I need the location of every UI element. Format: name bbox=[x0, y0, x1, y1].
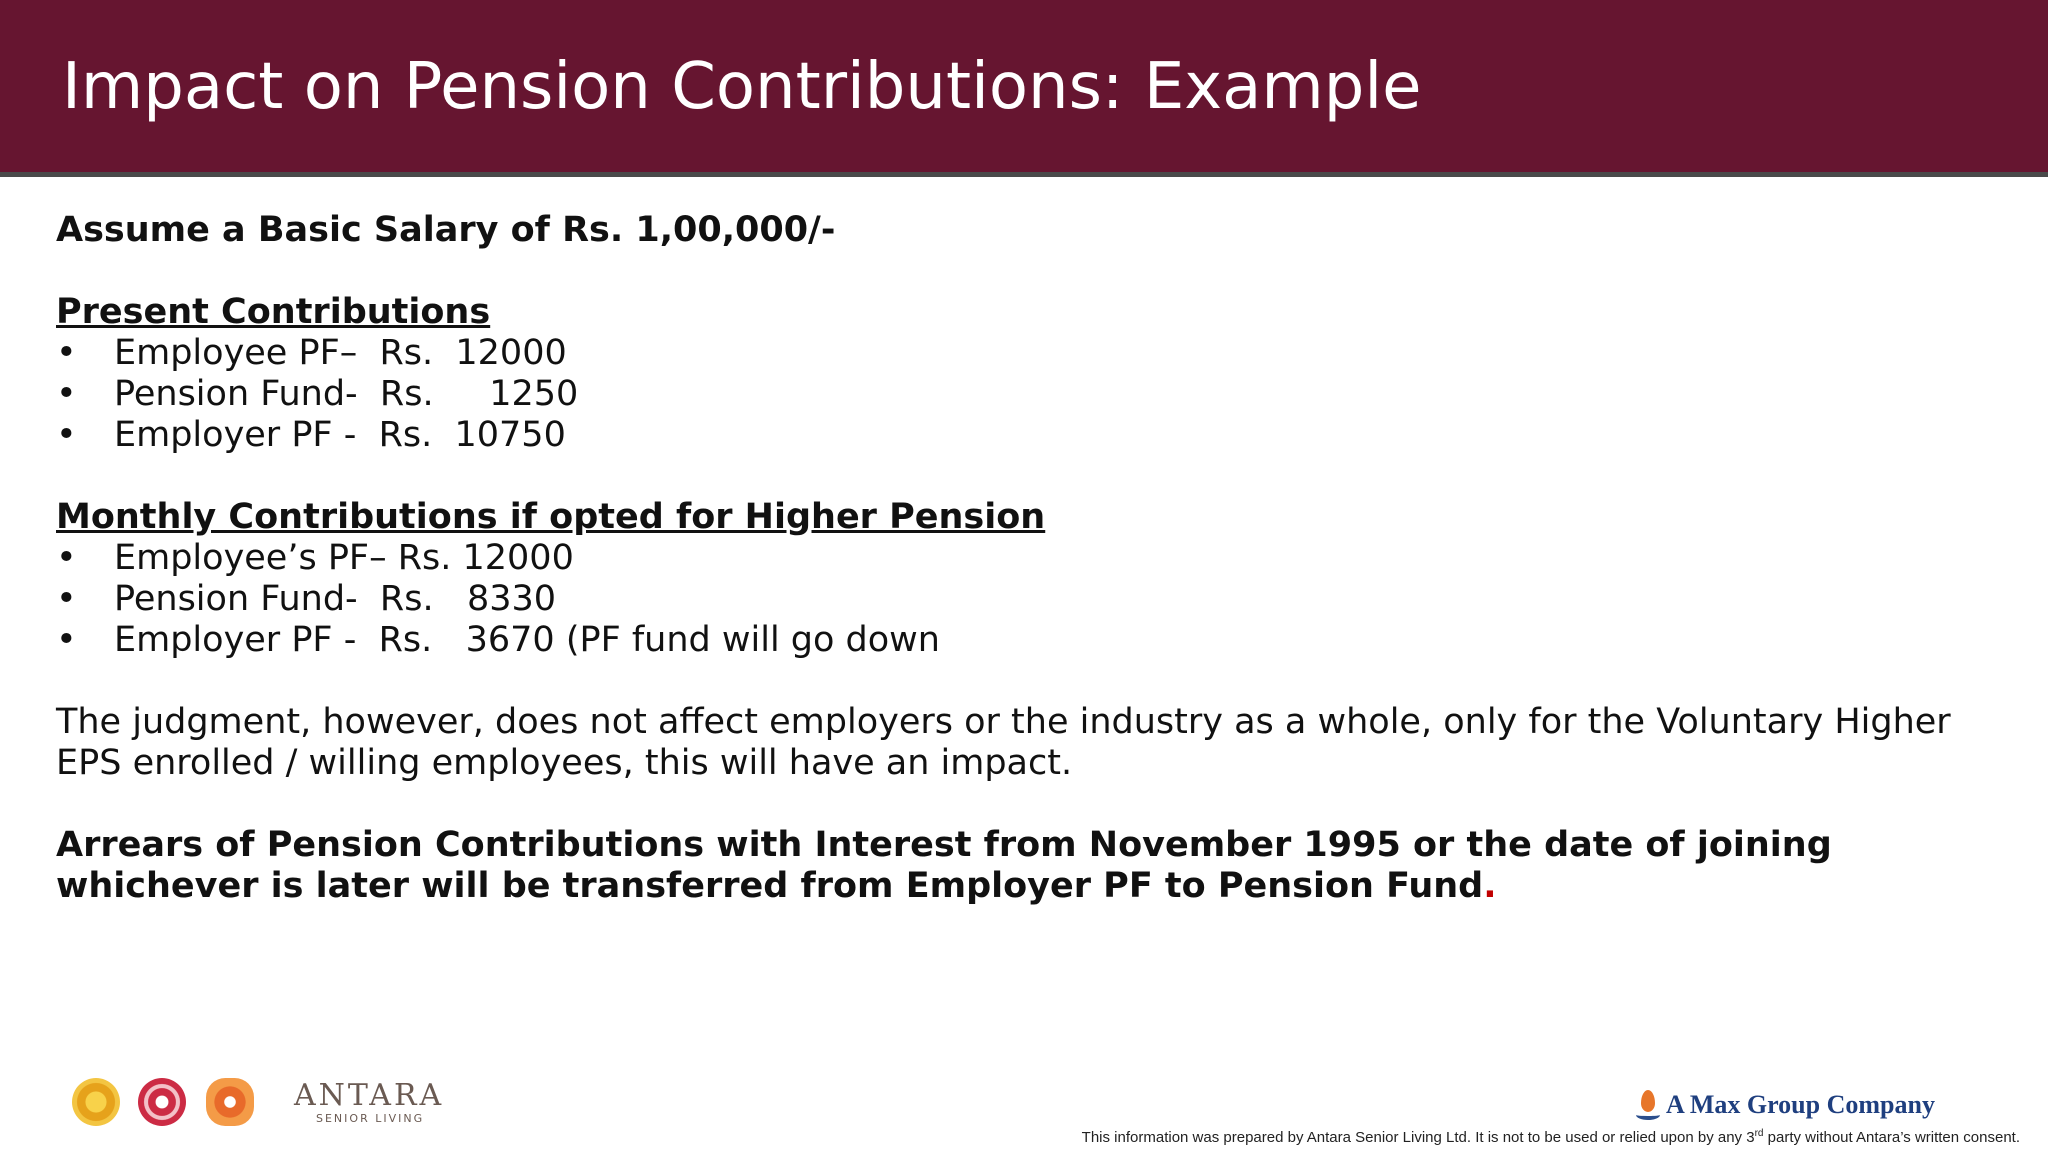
bullet-icon: • bbox=[56, 538, 77, 578]
list-item bbox=[56, 333, 2016, 374]
bullet-icon: • bbox=[56, 333, 77, 373]
arrears-text: Arrears of Pension Contributions with Interest from November 1995 or the date of joining whichever is later will be transferred from Employer PF to Pension Fund bbox=[56, 825, 1832, 906]
salary-assumption: Assume a Basic Salary of Rs. 1,00,000/- bbox=[56, 210, 836, 250]
max-group-brand bbox=[1636, 1086, 1935, 1124]
higher-pension-list bbox=[56, 538, 2016, 661]
higher-pension-heading: Monthly Contributions if opted for Higher Pension bbox=[56, 497, 1046, 537]
disclaimer-text-end: party without Antara’s written consent. bbox=[1763, 1129, 2020, 1146]
list-item bbox=[56, 374, 2016, 415]
logo-wordmark: ANTARA bbox=[294, 1078, 445, 1113]
spacer bbox=[56, 661, 2016, 702]
brand-label: A Max Group Company bbox=[1666, 1090, 1935, 1119]
disclaimer-text: This information was prepared by Antara Senior Living Ltd. It is not to be used or relied upon by any 3 bbox=[1081, 1129, 1755, 1146]
spacer bbox=[56, 251, 2016, 292]
antara-logo bbox=[66, 1070, 486, 1134]
present-contributions-heading: Present Contributions bbox=[56, 292, 491, 332]
spacer bbox=[56, 456, 2016, 497]
list-item-text: Employer PF - Rs. 3670 (PF fund will go down bbox=[114, 620, 940, 660]
disclaimer bbox=[1082, 1128, 2020, 1146]
bullet-icon: • bbox=[56, 579, 77, 619]
list-item-text: Pension Fund- Rs. 1250 bbox=[114, 374, 579, 414]
disclaimer-superscript: rd bbox=[1754, 1128, 1764, 1139]
bullet-icon: • bbox=[56, 374, 77, 414]
judgment-paragraph: The judgment, however, does not affect employers or the industry as a whole, only for the Voluntary Higher EPS enrolled / willing employees, this will have an impact. bbox=[56, 702, 1951, 783]
header-divider bbox=[0, 172, 2048, 177]
bullet-icon: • bbox=[56, 415, 77, 455]
list-item bbox=[56, 415, 2016, 456]
arrears-end-mark: . bbox=[1483, 866, 1497, 906]
list-item-text: Employee PF– Rs. 12000 bbox=[114, 333, 567, 373]
arrears-paragraph bbox=[56, 825, 2016, 907]
slide-body bbox=[56, 210, 2016, 907]
orange-flower-icon bbox=[206, 1078, 254, 1126]
present-contributions-list bbox=[56, 333, 2016, 456]
list-item bbox=[56, 620, 2016, 661]
sun-medallion-icon bbox=[72, 1078, 120, 1126]
flame-icon bbox=[1636, 1090, 1660, 1120]
list-item bbox=[56, 538, 2016, 579]
list-item-text: Employer PF - Rs. 10750 bbox=[114, 415, 566, 455]
list-item-text: Employee’s PF– Rs. 12000 bbox=[114, 538, 574, 578]
logo-tagline: SENIOR LIVING bbox=[316, 1112, 425, 1125]
red-medallion-icon bbox=[138, 1078, 186, 1126]
spacer bbox=[56, 784, 2016, 825]
list-item bbox=[56, 579, 2016, 620]
bullet-icon: • bbox=[56, 620, 77, 660]
list-item-text: Pension Fund- Rs. 8330 bbox=[114, 579, 557, 619]
title-banner bbox=[0, 0, 2048, 172]
slide-title: Impact on Pension Contributions: Example bbox=[62, 50, 1422, 124]
